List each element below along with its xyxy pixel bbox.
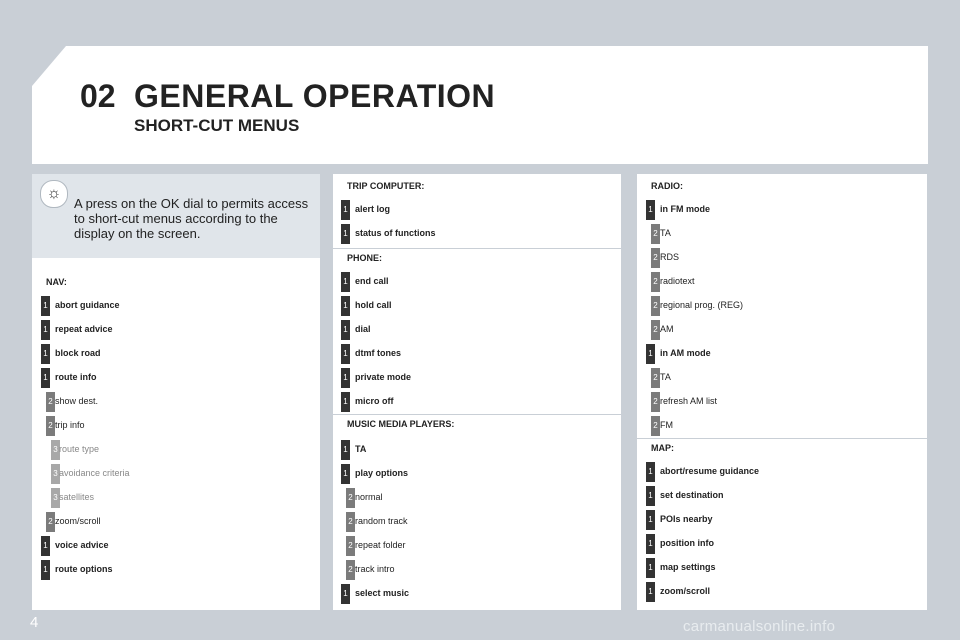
level-badge: 1 <box>646 200 655 220</box>
item-label: block road <box>55 348 101 358</box>
item-label: abort/resume guidance <box>660 466 760 476</box>
level-badge: 2 <box>346 536 355 556</box>
item-label: trip info <box>55 420 85 430</box>
item-label: show dest. <box>55 396 99 406</box>
item-label: regional prog. (REG) <box>660 300 744 310</box>
level-badge: 3 <box>51 464 60 484</box>
item-label: status of functions <box>355 228 436 238</box>
level-badge: 2 <box>651 392 660 412</box>
item-label: TA <box>355 444 367 454</box>
item-label: micro off <box>355 396 394 406</box>
divider <box>333 414 621 415</box>
info-text: A press on the OK dial to permits access to short-cut menus according to the display on the screen. <box>74 196 309 241</box>
item-label: select music <box>355 588 410 598</box>
level-badge: 1 <box>41 320 50 340</box>
item-label: hold call <box>355 300 392 310</box>
level-badge: 2 <box>46 392 55 412</box>
level-badge: 1 <box>646 462 655 482</box>
level-badge: 1 <box>341 584 350 604</box>
divider <box>637 438 927 439</box>
level-badge: 1 <box>646 582 655 602</box>
level-badge: 1 <box>41 560 50 580</box>
item-label: route options <box>55 564 113 574</box>
item-label: private mode <box>355 372 412 382</box>
item-label: zoom/scroll <box>660 586 711 596</box>
item-label: zoom/scroll <box>55 516 101 526</box>
level-badge: 1 <box>646 344 655 364</box>
level-badge: 2 <box>651 296 660 316</box>
level-badge: 1 <box>341 368 350 388</box>
item-label: in FM mode <box>660 204 710 214</box>
level-badge: 2 <box>651 416 660 436</box>
level-badge: 1 <box>341 464 350 484</box>
level-badge: 2 <box>46 416 55 436</box>
level-badge: 1 <box>341 200 350 220</box>
item-label: refresh AM list <box>660 396 718 406</box>
level-badge: 3 <box>51 488 60 508</box>
watermark: carmanualsonline.info <box>683 618 836 635</box>
level-badge: 1 <box>341 320 350 340</box>
item-label: alert log <box>355 204 391 214</box>
level-badge: 1 <box>341 296 350 316</box>
level-badge: 1 <box>646 534 655 554</box>
level-badge: 2 <box>346 512 355 532</box>
divider <box>333 248 621 249</box>
item-label: set destination <box>660 490 724 500</box>
level-badge: 1 <box>341 344 350 364</box>
item-label: FM <box>660 420 673 430</box>
page-number: 4 <box>30 614 39 631</box>
item-label: radiotext <box>660 276 695 286</box>
item-label: route info <box>55 372 97 382</box>
item-label: TA <box>660 372 671 382</box>
item-label: avoidance criteria <box>59 468 130 478</box>
level-badge: 2 <box>46 512 55 532</box>
item-label: random track <box>355 516 408 526</box>
level-badge: 1 <box>646 558 655 578</box>
level-badge: 1 <box>41 536 50 556</box>
item-label: repeat advice <box>55 324 113 334</box>
section-title-map: MAP: <box>651 443 674 453</box>
item-label: repeat folder <box>355 540 406 550</box>
section-title-music: MUSIC MEDIA PLAYERS: <box>347 419 455 429</box>
level-badge: 2 <box>651 320 660 340</box>
level-badge: 2 <box>346 488 355 508</box>
item-label: TA <box>660 228 671 238</box>
info-box <box>32 174 320 258</box>
item-label: AM <box>660 324 674 334</box>
page-title: GENERAL OPERATION <box>134 78 496 114</box>
level-badge: 2 <box>346 560 355 580</box>
item-label: POIs nearby <box>660 514 713 524</box>
level-badge: 1 <box>341 392 350 412</box>
level-badge: 2 <box>651 224 660 244</box>
level-badge: 1 <box>341 224 350 244</box>
level-badge: 3 <box>51 440 60 460</box>
item-label: voice advice <box>55 540 109 550</box>
item-label: end call <box>355 276 389 286</box>
level-badge: 2 <box>651 368 660 388</box>
level-badge: 1 <box>41 296 50 316</box>
item-label: dtmf tones <box>355 348 401 358</box>
level-badge: 2 <box>651 272 660 292</box>
section-title-phone: PHONE: <box>347 253 383 263</box>
level-badge: 2 <box>651 248 660 268</box>
item-label: RDS <box>660 252 680 262</box>
level-badge: 1 <box>646 510 655 530</box>
level-badge: 1 <box>341 440 350 460</box>
level-badge: 1 <box>646 486 655 506</box>
section-title-radio: RADIO: <box>651 181 683 191</box>
section-title-nav: NAV: <box>46 277 67 287</box>
sun-icon: ☼ <box>40 180 68 208</box>
item-label: track intro <box>355 564 395 574</box>
item-label: dial <box>355 324 371 334</box>
page-subtitle: SHORT-CUT MENUS <box>134 116 300 135</box>
item-label: position info <box>660 538 714 548</box>
item-label: satellites <box>59 492 95 502</box>
level-badge: 1 <box>41 368 50 388</box>
item-label: play options <box>355 468 409 478</box>
item-label: normal <box>355 492 383 502</box>
level-badge: 1 <box>41 344 50 364</box>
level-badge: 1 <box>341 272 350 292</box>
item-label: route type <box>59 444 100 454</box>
chapter-number: 02 <box>80 78 116 114</box>
item-label: in AM mode <box>660 348 711 358</box>
item-label: abort guidance <box>55 300 120 310</box>
item-label: map settings <box>660 562 716 572</box>
section-title-trip: TRIP COMPUTER: <box>347 181 425 191</box>
